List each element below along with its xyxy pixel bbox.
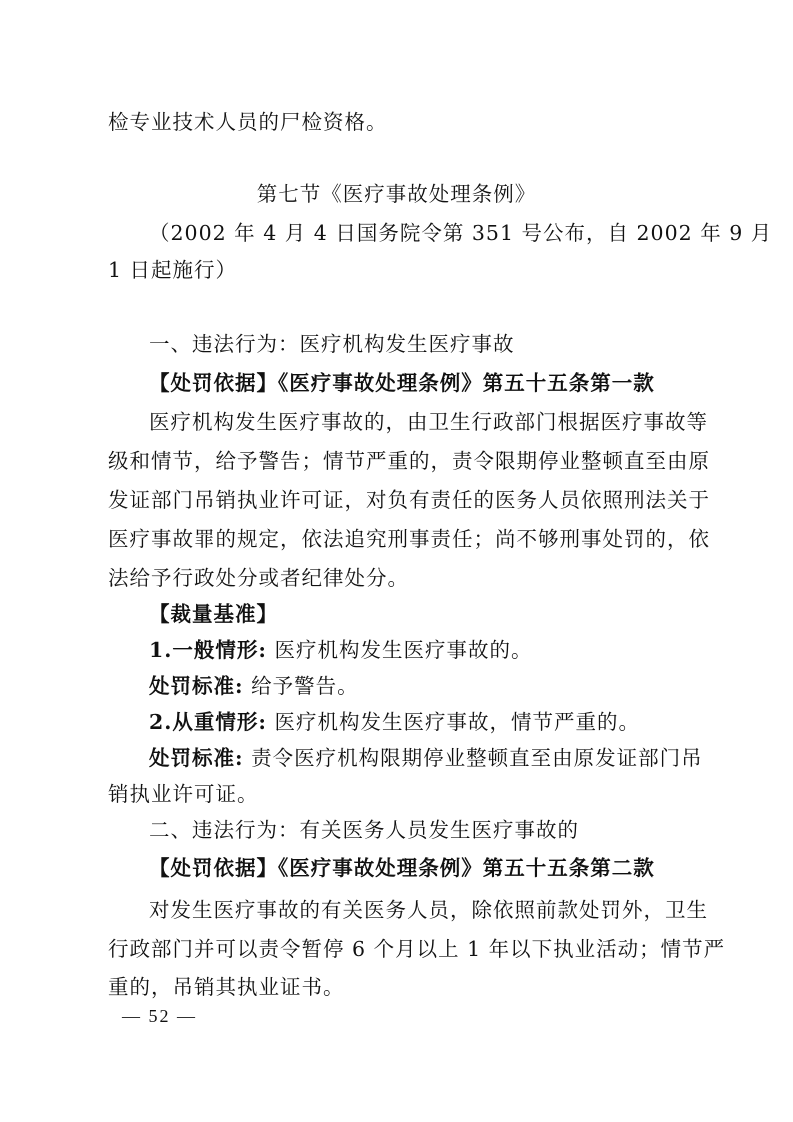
violation-1-text: 发证部门吊销执业许可证，对负有责任的医务人员依照刑法关于 [108, 488, 710, 512]
case-1-penalty [149, 669, 359, 703]
standard-heading: 【裁量基准】 [149, 602, 278, 626]
violation-1-title: 一、违法行为：医疗机构发生医疗事故 [149, 332, 515, 356]
page-number: — 52 — [122, 1006, 197, 1026]
publication-note-cont: 1 日起施行） [108, 258, 238, 282]
section-title: 第七节《医疗事故处理条例》 [256, 182, 537, 206]
case-2-label: 2.从重情形: [149, 710, 267, 734]
case-1-penalty-label: 处罚标准: [149, 674, 244, 698]
violation-1-text: 级和情节，给予警告；情节严重的，责令限期停业整顿直至由原 [108, 449, 710, 473]
case-2-penalty [149, 741, 703, 775]
case-2-penalty-cont: 销执业许可证。 [108, 782, 259, 806]
violation-2-basis: 【处罚依据】《医疗事故处理条例》第五十五条第二款 [149, 856, 655, 880]
violation-1-basis: 【处罚依据】《医疗事故处理条例》第五十五条第一款 [149, 371, 655, 395]
violation-2-title: 二、违法行为：有关医务人员发生医疗事故的 [149, 818, 579, 842]
violation-1-text: 法给予行政处分或者纪律处分。 [108, 566, 409, 590]
publication-note: （2002 年 4 月 4 日国务院令第 351 号公布，自 2002 年 9 月 [149, 221, 773, 245]
violation-2-text: 重的，吊销其执业证书。 [108, 975, 345, 999]
case-2-penalty-text: 责令医疗机构限期停业整顿直至由原发证部门吊 [251, 746, 703, 770]
case-1 [149, 633, 533, 667]
case-2-text: 医疗机构发生医疗事故，情节严重的。 [274, 710, 640, 734]
violation-2-text: 行政部门并可以责令暂停 6 个月以上 1 年以下执业活动；情节严 [108, 937, 726, 961]
violation-1-text: 医疗机构发生医疗事故的，由卫生行政部门根据医疗事故等 [149, 410, 708, 434]
case-1-penalty-text: 给予警告。 [251, 674, 359, 698]
case-1-text: 医疗机构发生医疗事故的。 [274, 638, 533, 662]
case-2-penalty-label: 处罚标准: [149, 746, 244, 770]
continuation-line: 检专业技术人员的尸检资格。 [108, 110, 388, 134]
violation-2-text: 对发生医疗事故的有关医务人员，除依照前款处罚外，卫生 [149, 898, 708, 922]
case-1-label: 1.一般情形: [149, 638, 267, 662]
case-2 [149, 705, 640, 739]
violation-1-text: 医疗事故罪的规定，依法追究刑事责任；尚不够刑事处罚的，依 [108, 527, 710, 551]
